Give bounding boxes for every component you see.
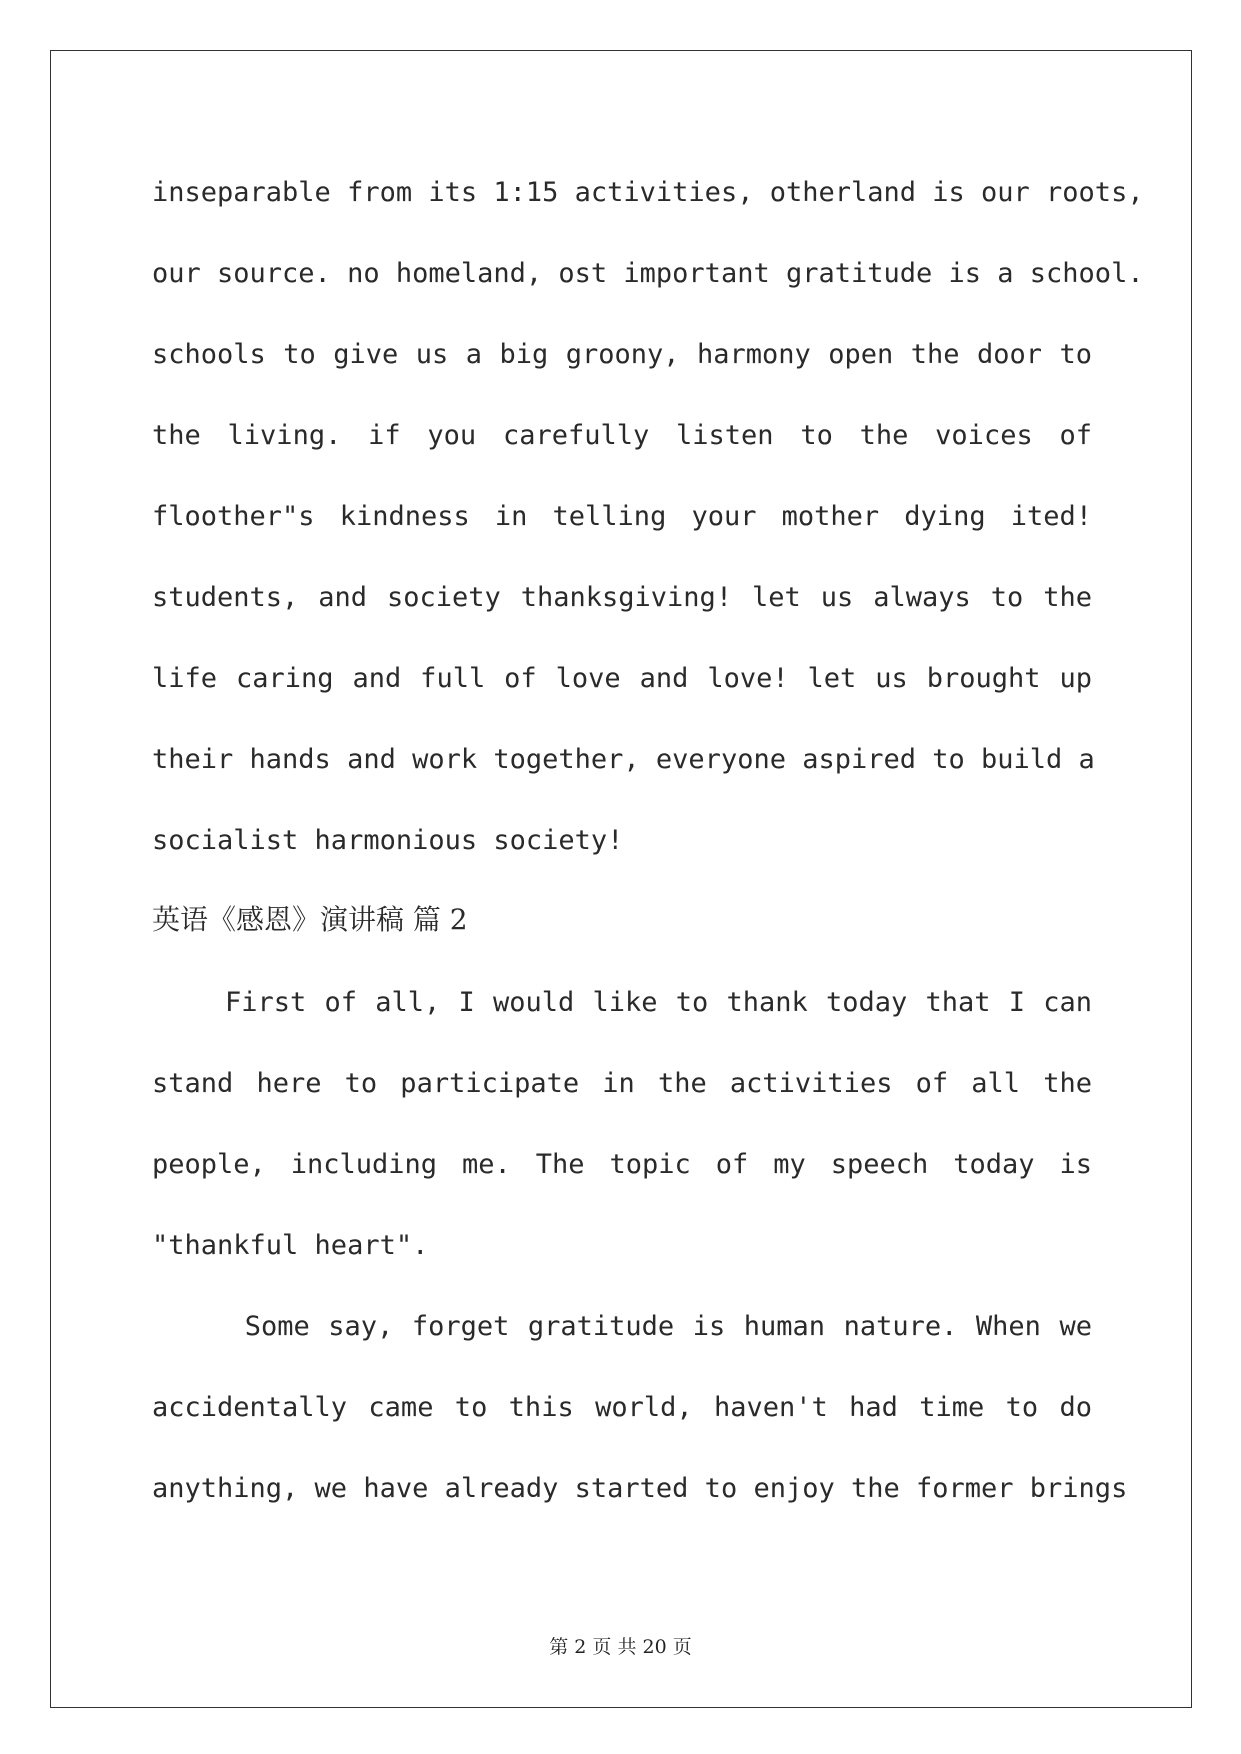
page-number-footer: 第 2 页 共 20 页: [549, 1636, 692, 1658]
body-line-5: floother"s kindness in telling your mother dying ited!: [152, 501, 1092, 532]
body2-line-2: stand here to participate in the activities of all the: [152, 1068, 1092, 1099]
body-line-4: the living. if you carefully listen to the voices of: [152, 420, 1092, 451]
body-line-3: schools to give us a big groony, harmony open the door to: [152, 339, 1092, 370]
page-border: [50, 50, 1192, 1708]
body2-line-6: accidentally came to this world, haven't had time to do: [152, 1392, 1092, 1423]
body-line-8: their hands and work together, everyone aspired to build a: [152, 744, 1095, 775]
body-line-6: students, and society thanksgiving! let us always to the: [152, 582, 1092, 613]
body2-line-7: anything, we have already started to enjoy the former brings: [152, 1473, 1128, 1504]
body2-line-3: people, including me. The topic of my speech today is: [152, 1149, 1092, 1180]
body2-line-1: First of all, I would like to thank today that I can: [152, 987, 1092, 1018]
body2-line-5: Some say, forget gratitude is human nature. When we: [152, 1311, 1092, 1342]
section-heading: 英语《感恩》演讲稿 篇 2: [152, 903, 468, 936]
body-line-9: socialist harmonious society!: [152, 825, 624, 856]
body2-line-4: "thankful heart".: [152, 1230, 429, 1261]
body-line-2: our source. no homeland, ost important gratitude is a school.: [152, 258, 1144, 289]
body-line-7: life caring and full of love and love! let us brought up: [152, 663, 1092, 694]
body-line-1: inseparable from its 1:15 activities, otherland is our roots,: [152, 177, 1144, 208]
